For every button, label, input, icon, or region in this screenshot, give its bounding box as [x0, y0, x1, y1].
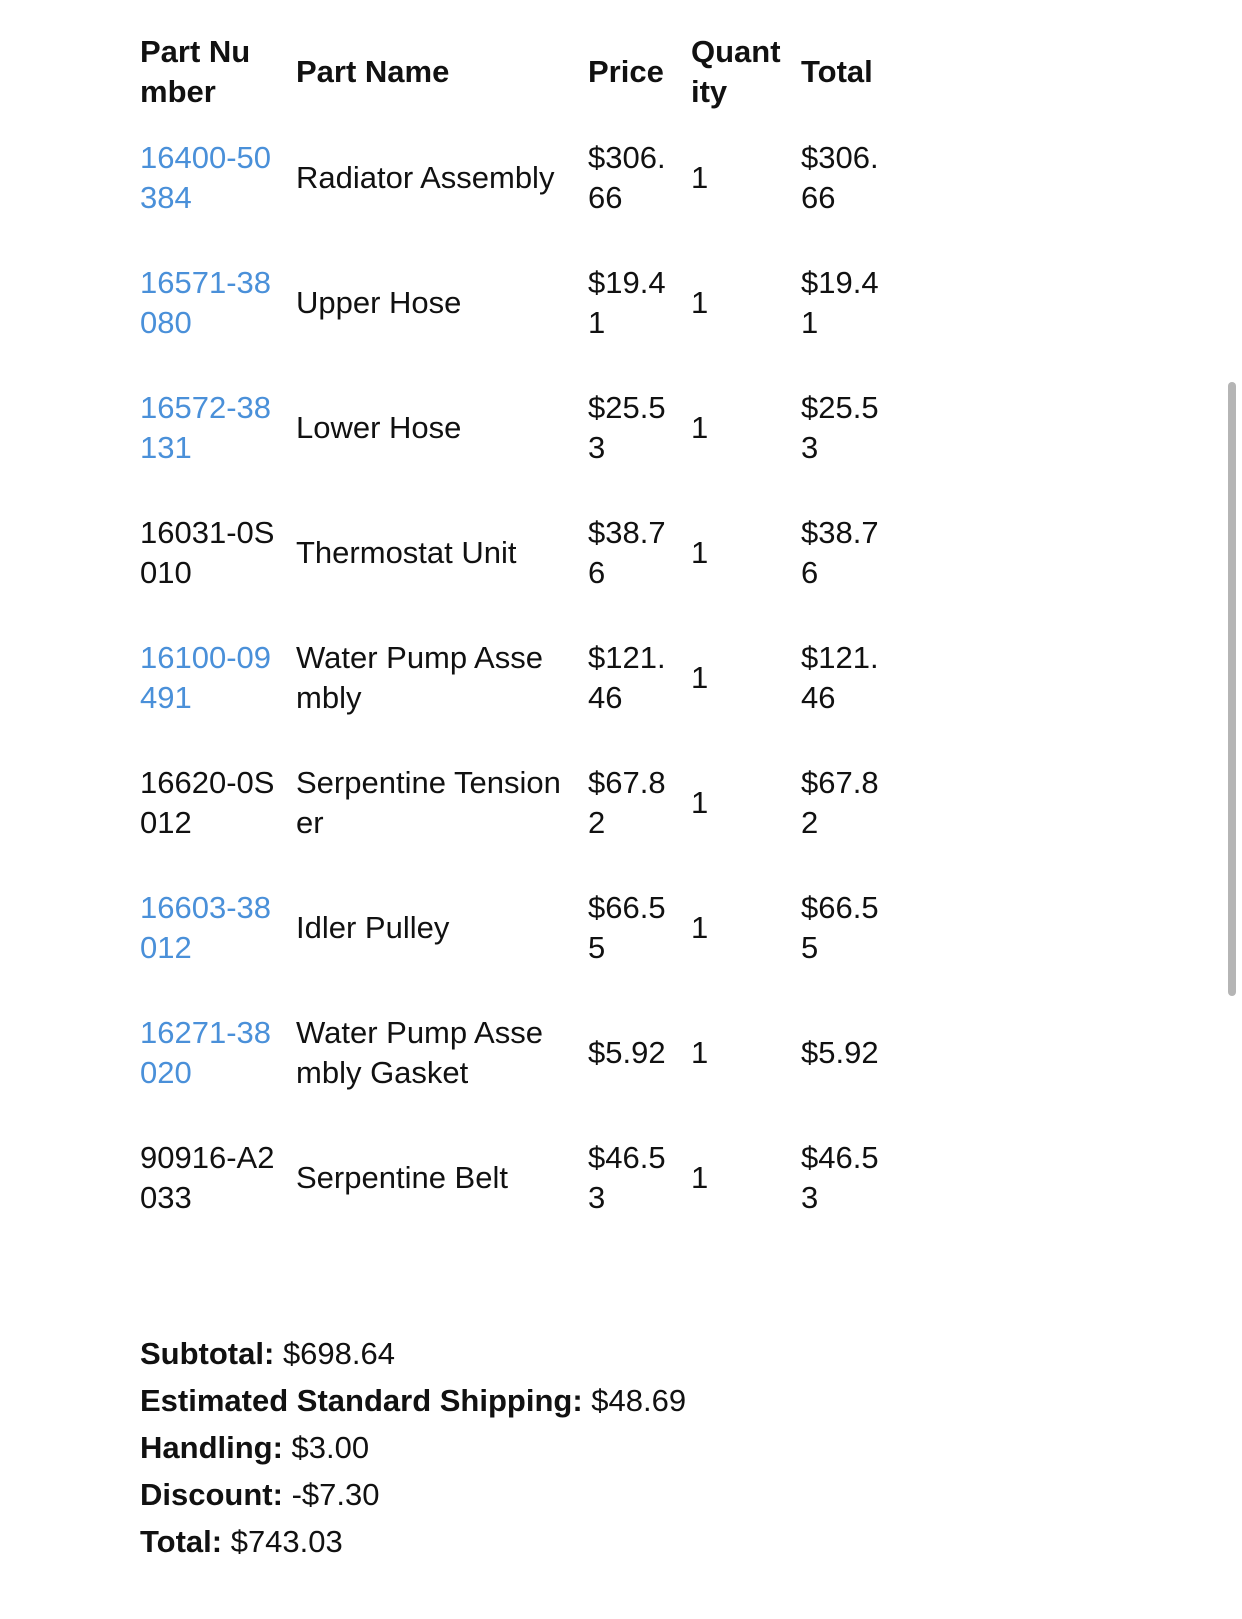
- header-quantity: Quantity: [691, 34, 781, 109]
- discount-row: [140, 1471, 686, 1518]
- header-price: Price: [588, 54, 664, 89]
- total-cell: $67.82: [801, 765, 879, 840]
- part-number-cell: [130, 366, 286, 491]
- price-cell: $19.41: [588, 265, 666, 340]
- handling-label: Handling:: [140, 1430, 283, 1465]
- table-row: [130, 491, 890, 616]
- table-body: [130, 116, 890, 1241]
- quantity-cell: 1: [691, 785, 709, 820]
- table-header: [130, 28, 890, 116]
- total-cell: $66.55: [801, 890, 879, 965]
- order-summary: [140, 1330, 686, 1565]
- part-number-cell: [130, 616, 286, 741]
- table-row: [130, 866, 890, 991]
- table-row: [130, 741, 890, 866]
- part-number-link[interactable]: 16603-38012: [140, 890, 272, 965]
- table-row: [130, 116, 890, 241]
- subtotal-row: [140, 1330, 686, 1377]
- subtotal-label: Subtotal:: [140, 1336, 275, 1371]
- part-number-cell: [130, 1116, 286, 1241]
- price-cell: $38.76: [588, 515, 666, 590]
- table-row: [130, 366, 890, 491]
- scrollbar[interactable]: [1228, 382, 1236, 996]
- subtotal-value: $698.64: [282, 1336, 395, 1371]
- handling-row: [140, 1424, 686, 1471]
- price-cell: $306.66: [588, 140, 666, 215]
- quantity-cell: 1: [691, 910, 709, 945]
- quantity-cell: 1: [691, 410, 709, 445]
- part-number-link[interactable]: 16572-38131: [140, 390, 272, 465]
- part-name-cell: Thermostat Unit: [296, 535, 517, 570]
- part-number-link[interactable]: 16271-38020: [140, 1015, 272, 1090]
- total-value: $743.03: [230, 1524, 343, 1559]
- table-row: [130, 991, 890, 1116]
- part-name-cell: Water Pump Assembly: [296, 640, 543, 715]
- part-number-text: 90916-A2033: [140, 1140, 275, 1215]
- part-number-text: 16620-0S012: [140, 765, 275, 840]
- parts-table: [130, 28, 890, 1241]
- price-cell: $46.53: [588, 1140, 666, 1215]
- part-number-cell: [130, 741, 286, 866]
- handling-value: $3.00: [291, 1430, 370, 1465]
- part-name-cell: Idler Pulley: [296, 910, 450, 945]
- quantity-cell: 1: [691, 535, 709, 570]
- shipping-row: [140, 1377, 686, 1424]
- quantity-cell: 1: [691, 160, 709, 195]
- part-number-cell: [130, 241, 286, 366]
- table-row: [130, 616, 890, 741]
- header-part-name: Part Name: [296, 54, 450, 89]
- part-number-link[interactable]: 16400-50384: [140, 140, 272, 215]
- table-row: [130, 1116, 890, 1241]
- part-number-link[interactable]: 16100-09491: [140, 640, 272, 715]
- discount-value: -$7.30: [291, 1477, 380, 1512]
- header-part-number: Part Number: [140, 34, 251, 109]
- quantity-cell: 1: [691, 1035, 709, 1070]
- price-cell: $121.46: [588, 640, 666, 715]
- part-number-cell: [130, 991, 286, 1116]
- total-cell: $5.92: [801, 1035, 879, 1070]
- total-cell: $19.41: [801, 265, 879, 340]
- part-number-cell: [130, 491, 286, 616]
- part-name-cell: Serpentine Belt: [296, 1160, 508, 1195]
- price-cell: $66.55: [588, 890, 666, 965]
- discount-label: Discount:: [140, 1477, 283, 1512]
- part-number-text: 16031-0S010: [140, 515, 275, 590]
- total-cell: $38.76: [801, 515, 879, 590]
- price-cell: $25.53: [588, 390, 666, 465]
- total-row: [140, 1518, 686, 1565]
- header-total: Total: [801, 54, 873, 89]
- part-name-cell: Water Pump Assembly Gasket: [296, 1015, 543, 1090]
- part-number-link[interactable]: 16571-38080: [140, 265, 272, 340]
- table-row: [130, 241, 890, 366]
- shipping-label: Estimated Standard Shipping:: [140, 1383, 583, 1418]
- total-cell: $46.53: [801, 1140, 879, 1215]
- total-label: Total:: [140, 1524, 223, 1559]
- shipping-value: $48.69: [591, 1383, 687, 1418]
- part-number-cell: [130, 116, 286, 241]
- price-cell: $67.82: [588, 765, 666, 840]
- total-cell: $306.66: [801, 140, 879, 215]
- part-number-cell: [130, 866, 286, 991]
- part-name-cell: Lower Hose: [296, 410, 462, 445]
- total-cell: $25.53: [801, 390, 879, 465]
- part-name-cell: Upper Hose: [296, 285, 462, 320]
- quantity-cell: 1: [691, 660, 709, 695]
- quantity-cell: 1: [691, 285, 709, 320]
- part-name-cell: Radiator Assembly: [296, 160, 555, 195]
- total-cell: $121.46: [801, 640, 879, 715]
- quantity-cell: 1: [691, 1160, 709, 1195]
- price-cell: $5.92: [588, 1035, 666, 1070]
- part-name-cell: Serpentine Tensioner: [296, 765, 561, 840]
